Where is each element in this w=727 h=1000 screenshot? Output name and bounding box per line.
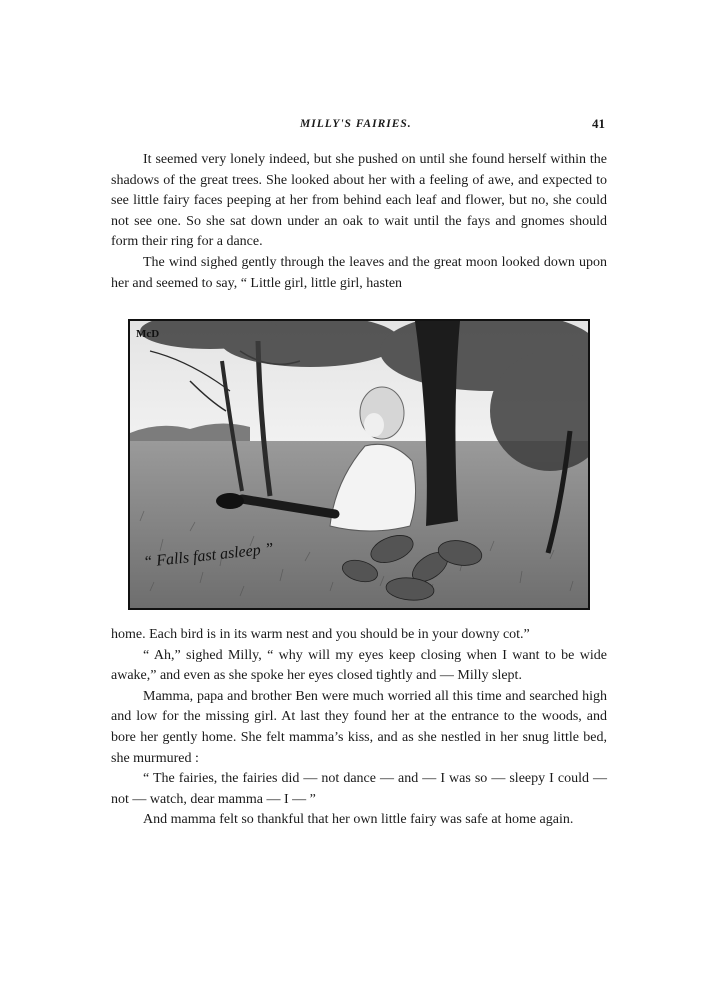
paragraph-1: It seemed very lonely indeed, but she pushed on until she found herself within the shadows of the great trees. She looked about her with a feeling of awe, and expected to see little fairy faces peeping at her from behind each leaf and flower, but no, she could not see one. So she sat down under an oak to wait until the fays and gnomes should form their ring for a dance. bbox=[111, 152, 607, 250]
running-head bbox=[0, 118, 727, 138]
illustration-caption: “ Falls fast asleep ” bbox=[142, 540, 275, 571]
illustration-girl-asleep-under-oak bbox=[128, 319, 590, 610]
page-number: 41 bbox=[592, 116, 605, 131]
engraving-image bbox=[130, 321, 588, 608]
paragraph-7: And mamma felt so thankful that her own little fairy was safe at home again. bbox=[143, 812, 574, 828]
paragraph-5: Mamma, papa and brother Ben were much worried all this time and searched high and low for the missing girl. At last they found her at the entrance to the woods, and bore her gently home. She felt mamma’s kiss, and as she nestled in her snug little bed, she murmured : bbox=[111, 688, 607, 766]
running-title: MILLY'S FAIRIES. bbox=[300, 118, 412, 130]
body-text-top bbox=[111, 150, 607, 294]
paragraph-6: “ The fairies, the fairies did — not dance — and — I was so — sleepy I could — not — watch, dear mamma — I — ” bbox=[111, 771, 607, 807]
girl-face bbox=[364, 413, 384, 437]
paragraph-2: The wind sighed gently through the leaves and the great moon looked down upon her and seemed to say, “ Little girl, little girl, hasten bbox=[111, 254, 607, 291]
paragraph-3: home. Each bird is in its warm nest and you should be in your downy cot.” bbox=[111, 627, 530, 642]
paragraph-4: “ Ah,” sighed Milly, “ why will my eyes keep closing when I want to be wide awake,” and even as she spoke her eyes closed tightly and — Milly slept. bbox=[111, 647, 607, 684]
girl-shoes bbox=[216, 493, 244, 509]
body-text-bottom bbox=[111, 625, 607, 831]
artist-monogram: McD bbox=[136, 328, 160, 340]
